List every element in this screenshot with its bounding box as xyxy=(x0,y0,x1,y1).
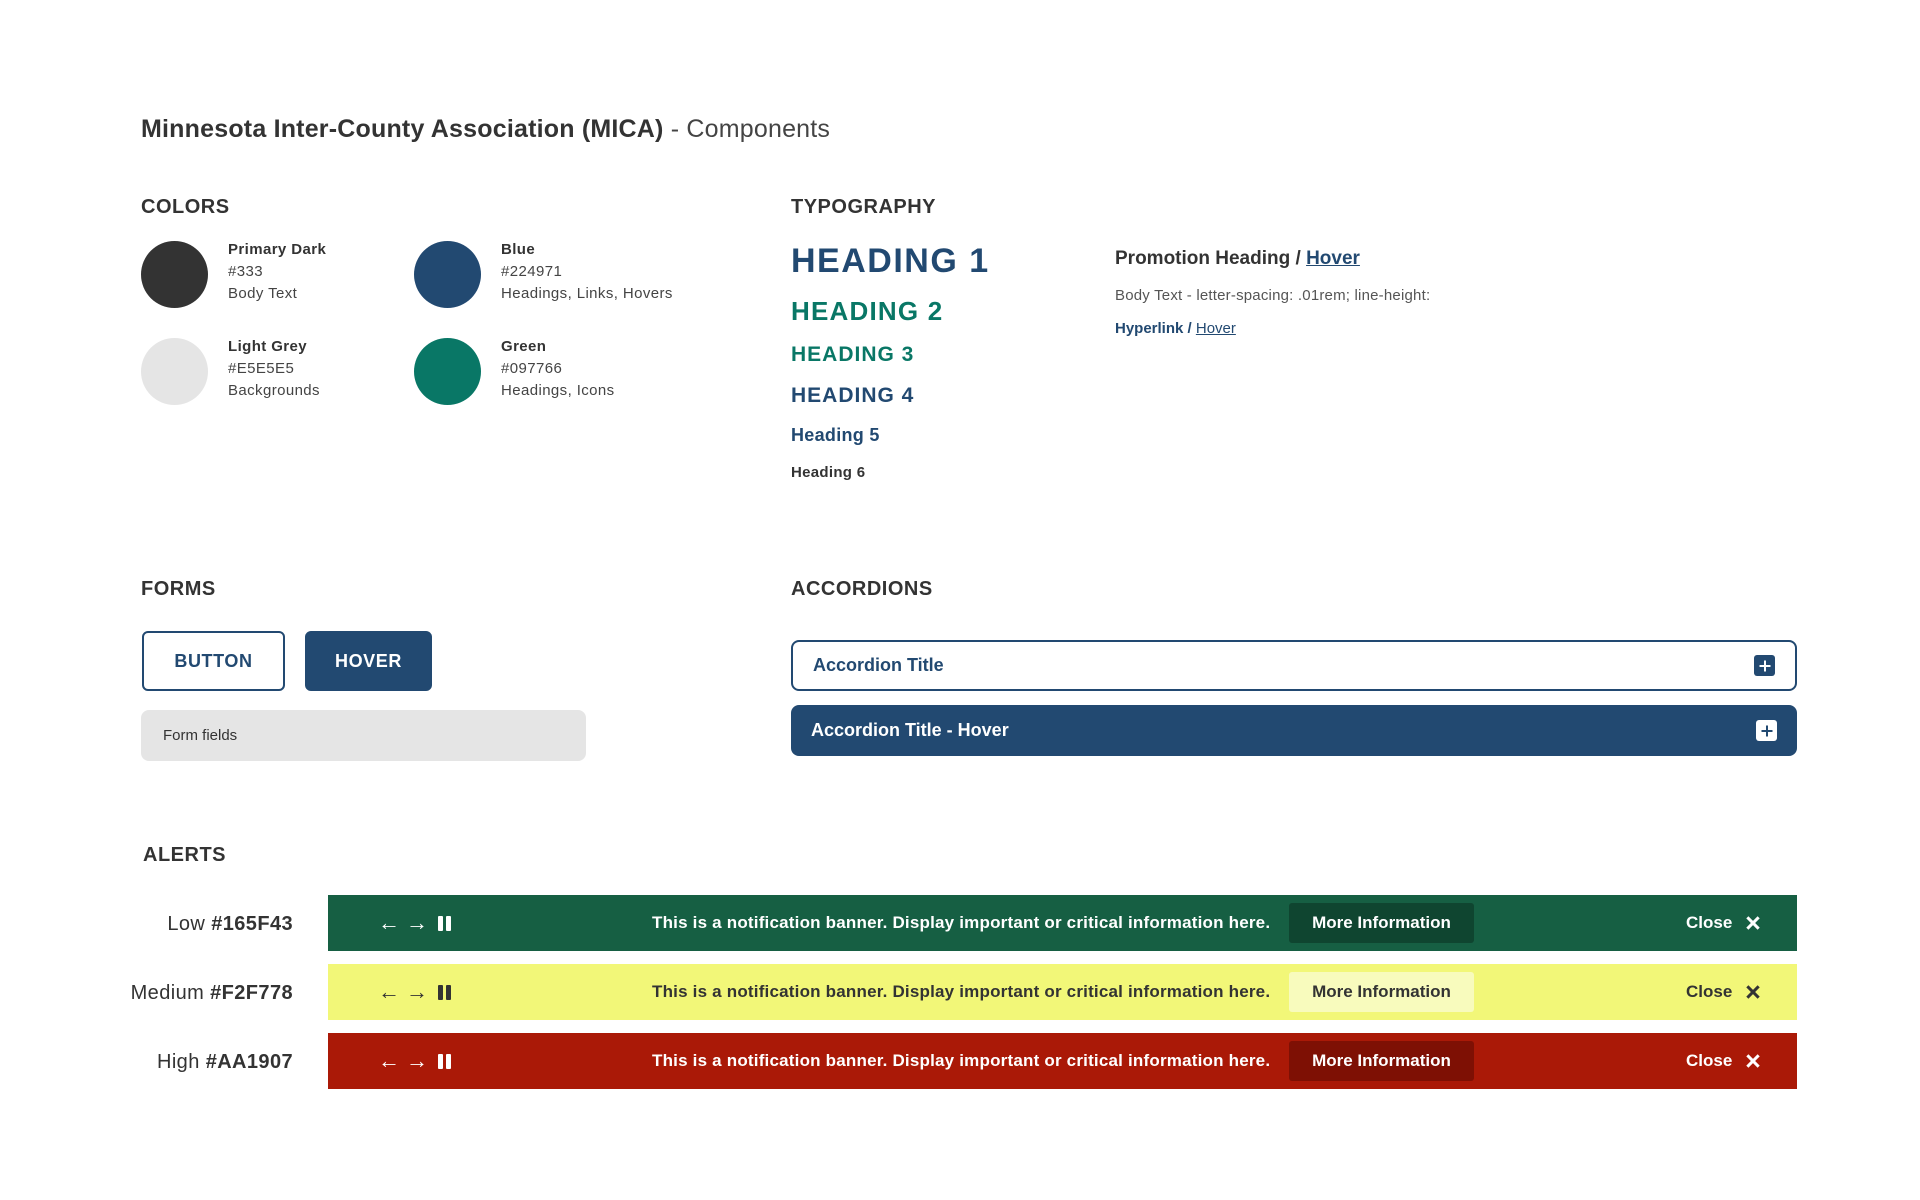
alert-level: High xyxy=(156,1051,200,1073)
arrow-left-icon[interactable]: ← xyxy=(378,1048,400,1073)
alert-controls xyxy=(378,1050,451,1072)
alert-message: This is a notification banner. Display important or critical information here. xyxy=(652,1051,1271,1070)
swatch-primary-dark xyxy=(141,241,208,308)
arrow-right-icon[interactable]: → xyxy=(406,910,428,935)
pause-icon[interactable] xyxy=(438,916,451,931)
swatch-green-info xyxy=(501,336,615,402)
forms-section-title: FORMS xyxy=(141,578,216,600)
promotion-heading-hover-link[interactable]: Hover xyxy=(1306,248,1360,269)
alert-medium-label xyxy=(128,982,293,1005)
promotion-heading-text: Promotion Heading / xyxy=(1115,248,1307,269)
hyperlink-link[interactable]: Hyperlink / xyxy=(1115,320,1196,337)
swatch-usage: Backgrounds xyxy=(228,382,320,399)
sample-button-hover[interactable]: HOVER xyxy=(305,631,432,691)
alert-controls xyxy=(378,912,451,934)
swatch-light-grey xyxy=(141,338,208,405)
close-icon xyxy=(1746,917,1759,930)
swatch-primary-dark-info xyxy=(228,239,326,305)
swatch-light-grey-info xyxy=(228,336,320,402)
page-title xyxy=(141,115,830,144)
alert-hex: #F2F778 xyxy=(210,982,293,1004)
alert-banner-high xyxy=(328,1033,1797,1089)
close-label: Close xyxy=(1686,1051,1733,1070)
swatch-name: Green xyxy=(501,338,547,355)
close-button[interactable] xyxy=(1686,1051,1759,1071)
heading-6-sample: Heading 6 xyxy=(791,464,866,481)
swatch-hex: #E5E5E5 xyxy=(228,360,295,377)
hyperlink-hover-link[interactable]: Hover xyxy=(1195,320,1236,337)
accordion-item[interactable] xyxy=(791,640,1797,691)
hyperlink-sample xyxy=(1115,320,1236,337)
swatch-green xyxy=(414,338,481,405)
swatch-usage: Headings, Links, Hovers xyxy=(501,285,673,302)
typography-section-title: TYPOGRAPHY xyxy=(791,196,937,218)
alert-banner-medium xyxy=(328,964,1797,1020)
alert-controls xyxy=(378,981,451,1003)
more-information-button[interactable]: More Information xyxy=(1289,1041,1474,1081)
heading-2-sample: HEADING 2 xyxy=(791,296,944,326)
promotion-heading-sample xyxy=(1115,248,1360,270)
swatch-hex: #333 xyxy=(228,263,263,280)
alert-banner-low xyxy=(328,895,1797,951)
accordion-title: Accordion Title - Hover xyxy=(811,720,1009,740)
more-information-button[interactable]: More Information xyxy=(1289,972,1474,1012)
arrow-right-icon[interactable]: → xyxy=(406,979,428,1004)
alert-level: Medium xyxy=(130,982,205,1004)
accordion-item-hover[interactable] xyxy=(791,705,1797,756)
accordions-section-title: ACCORDIONS xyxy=(791,578,933,600)
plus-icon xyxy=(1756,720,1777,741)
pause-icon[interactable] xyxy=(438,1054,451,1069)
alert-hex: #AA1907 xyxy=(205,1051,293,1073)
close-label: Close xyxy=(1686,913,1733,932)
swatch-name: Light Grey xyxy=(228,338,308,355)
swatch-hex: #097766 xyxy=(501,360,563,377)
more-information-button[interactable]: More Information xyxy=(1289,903,1474,943)
arrow-left-icon[interactable]: ← xyxy=(378,979,400,1004)
close-button[interactable] xyxy=(1686,982,1759,1002)
alert-high-label xyxy=(128,1051,293,1074)
swatch-usage: Headings, Icons xyxy=(501,382,615,399)
alert-message: This is a notification banner. Display important or critical information here. xyxy=(652,913,1271,932)
plus-icon xyxy=(1754,655,1775,676)
swatch-hex: #224971 xyxy=(501,263,563,280)
heading-5-sample: Heading 5 xyxy=(791,425,880,445)
heading-3-sample: HEADING 3 xyxy=(791,343,915,366)
alert-message: This is a notification banner. Display important or critical information here. xyxy=(652,982,1271,1001)
heading-1-sample: HEADING 1 xyxy=(791,242,990,280)
alert-hex: #165F43 xyxy=(211,913,293,935)
alerts-section-title: ALERTS xyxy=(143,844,226,866)
swatch-blue xyxy=(414,241,481,308)
page-title-suffix: - Components xyxy=(663,115,831,143)
pause-icon[interactable] xyxy=(438,985,451,1000)
heading-4-sample: HEADING 4 xyxy=(791,384,915,407)
swatch-blue-info xyxy=(501,239,673,305)
body-text-sample: Body Text - letter-spacing: .01rem; line-height: xyxy=(1115,287,1431,304)
swatch-name: Blue xyxy=(501,241,536,258)
alert-level: Low xyxy=(167,913,206,935)
swatch-usage: Body Text xyxy=(228,285,298,302)
page-title-org: Minnesota Inter-County Association (MICA) xyxy=(141,115,664,143)
close-icon xyxy=(1746,986,1759,999)
arrow-right-icon[interactable]: → xyxy=(406,1048,428,1073)
form-field-input[interactable] xyxy=(141,710,586,761)
arrow-left-icon[interactable]: ← xyxy=(378,910,400,935)
sample-button[interactable]: BUTTON xyxy=(142,631,285,691)
close-label: Close xyxy=(1686,982,1733,1001)
close-button[interactable] xyxy=(1686,913,1759,933)
colors-section-title: COLORS xyxy=(141,196,230,218)
swatch-name: Primary Dark xyxy=(228,241,327,258)
accordion-title: Accordion Title xyxy=(813,655,944,675)
close-icon xyxy=(1746,1055,1759,1068)
alert-low-label xyxy=(128,913,293,936)
